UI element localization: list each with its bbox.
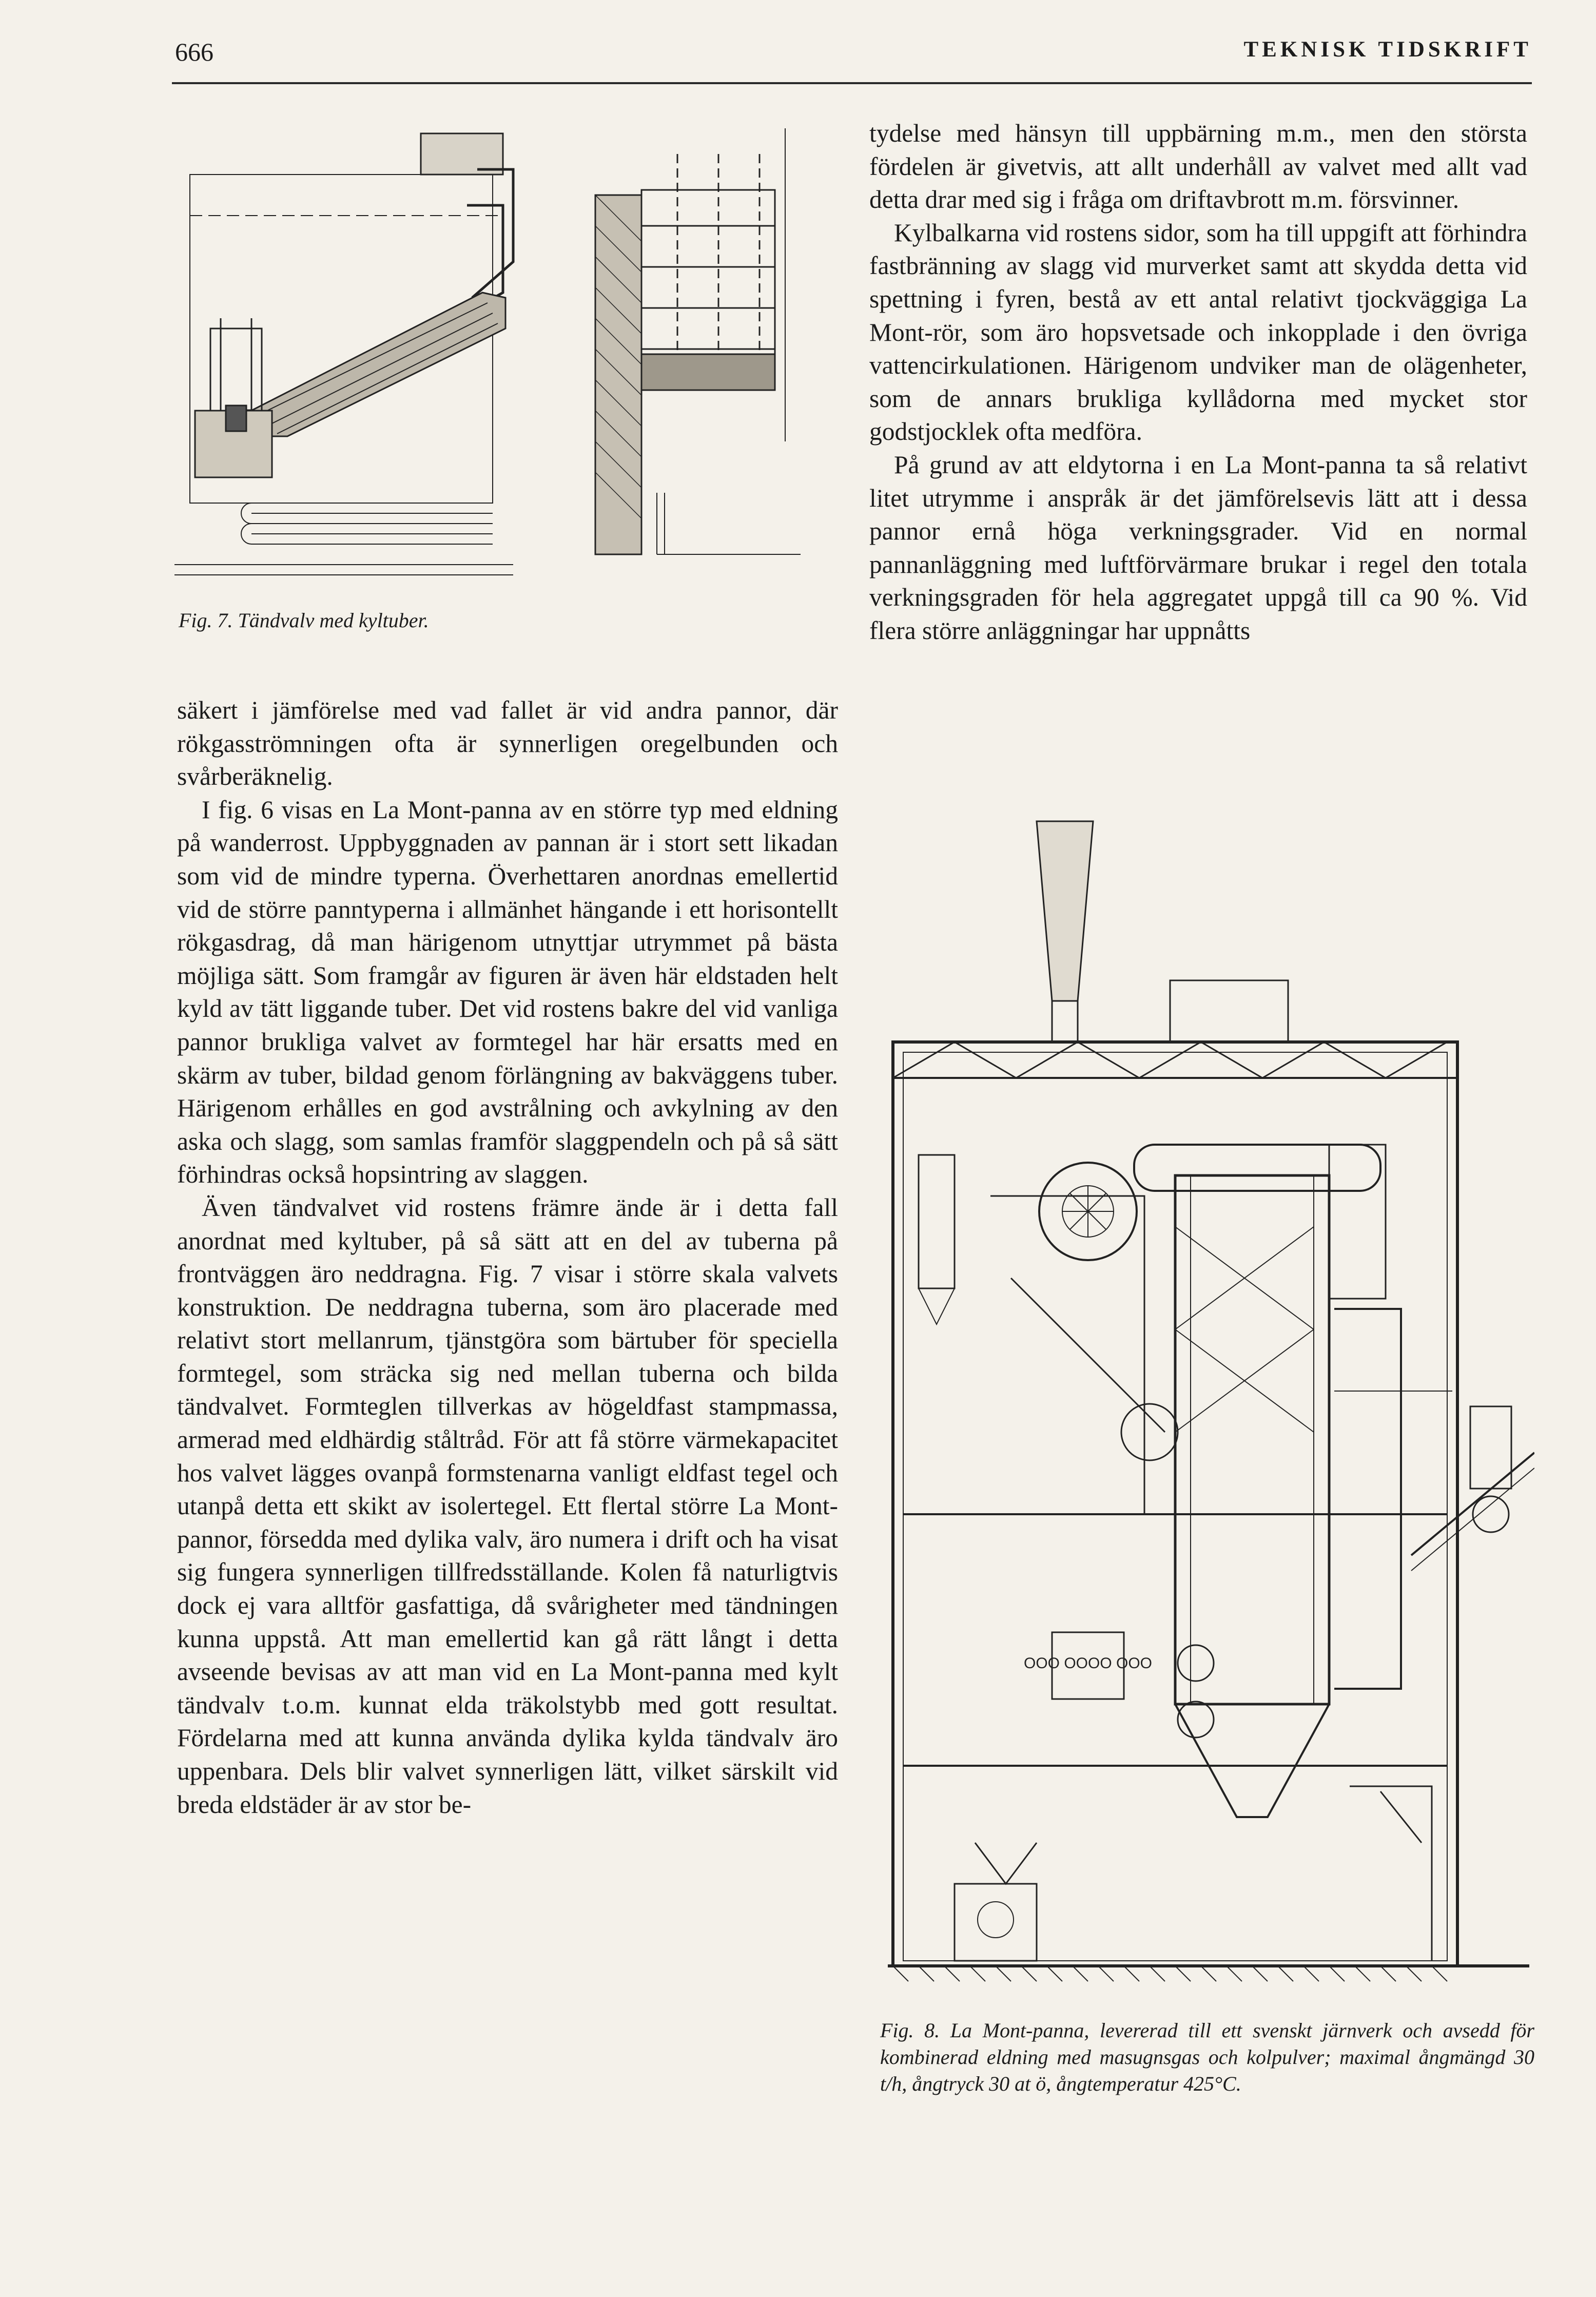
paragraph: Även tändvalvet vid rostens främre ände är i detta fall anordnat med kyltuber, på så sätt att en del av tuberna på frontväggen äro neddragna. Fig. 7 visar i större skala valvets konstruktion. De neddragna tuberna, som äro placerade med relativt stort mellanrum, tjänstgöra som bärtuber för speciella formtegel, som sträcka sig ned mellan tuberna och bilda tändvalvet. Formteglen tillverkas av högeldfast stampmassa, armerad med eldhärdig ståltråd. För att få större värmekapacitet hos valvet lägges ovanpå formstenarna vanligt eldfast tegel och utanpå detta ett skikt av isolertegel. Ett flertal större La Mont-pannor, försedda med dylika valv, äro numera i drift och ha visat sig fungera synnerligen tillfredsställande. Kolen få naturligtvis dock ej vara alltför gasfattiga, då svårigheter med tändningen kunna uppstå. Att man emellertid kan gå rätt långt i detta avseende bevisas av att man vid en La Mont-panna med kylt tändvalv t.o.m. kunnat elda träkolstybb med gott resultat. Fördelarna med att kunna använda dylika kylda tändvalv äro uppenbara. Dels blir valvet synnerligen lätt, vilket särskilt vid breda eldstäder är av stor be- — [177, 1193, 838, 1819]
paragraph: I fig. 6 visas en La Mont-panna av en större typ med eldning på wanderrost. Uppbyggnaden av pannan är i stort sett likadan som vid de mindre typerna. Överhettaren anordnas emellertid vid de större panntyperna i allmänhet hängande i ett horisontellt rökgasdrag, då man härigenom utnyttjar utrymmet på bästa möjliga sätt. Som framgår av figuren är även här eldstaden helt kyld av tätt liggande tuber. Det vid rostens bakre del vid vanliga pannor brukliga valvet av formtegel har här ersatts med en skärm av tuber, bildad genom förlängning av bakväggens tuber. Härigenom erhålles en god avstrålning och avkylning av den aska och slagg, som samlas framför slaggpendeln och på så sätt förhindras också hopsintring av slaggen. — [177, 795, 838, 1189]
paragraph: På grund av att eldytorna i en La Mont-panna ta så relativt litet utrymme i anspråk är det jämförelsevis lätt att i dessa pannor ernå höga verkningsgrader. Vid en normal pannanläggning med luftförvärmare brukar i regel den totala verkningsgraden för hela aggregatet uppgå till ca 90 %. Vid flera större anläggningar har uppnåtts — [869, 450, 1527, 645]
header-rule — [172, 82, 1532, 84]
left-text-column — [177, 694, 838, 1821]
paragraph: säkert i jämförelse med vad fallet är vid andra pannor, där rökgasströmningen ofta är synnerligen oregelbunden och svårberäknelig. — [177, 696, 838, 791]
paragraph: tydelse med hänsyn till uppbärning m.m., men den största fördelen är givetvis, att allt underhåll av valvet med allt vad detta drar med sig i fråga om driftavbrott m.m. försvinner. — [869, 119, 1527, 214]
figure-7-drawing — [164, 123, 821, 611]
figure-8-caption: Fig. 8. La Mont-panna, levererad till ett svenskt järnverk och avsedd för kombinerad eldning med masugnsgas och kolpulver; maximal ångmängd 30 t/h, ångtryck 30 at ö, ångtemperatur 425°C. — [880, 2019, 1534, 2095]
right-text-column — [869, 117, 1527, 648]
page-number: 666 — [175, 37, 213, 66]
journal-title: TEKNISK TIDSKRIFT — [1243, 37, 1532, 62]
boiler-panel-label: OOO OOOO OOO — [1023, 1655, 1153, 1672]
paragraph: Kylbalkarna vid rostens sidor, som ha till uppgift att förhindra fastbränning av slagg vid murverket samt att skydda detta vid spettning i fyren, bestå av ett antal relativt tjockväggiga La Mont-rör, som äro hopsvetsade och inkopplade i den övriga vattencirkulationen. Härigenom undviker man de olägenheter, som de annars brukliga kyllådorna med mycket stor godstjocklek ofta medföra. — [869, 218, 1527, 446]
figure-8-drawing — [888, 816, 1534, 1992]
figure-7-caption: Fig. 7. Tändvalv med kyltuber. — [179, 609, 429, 632]
